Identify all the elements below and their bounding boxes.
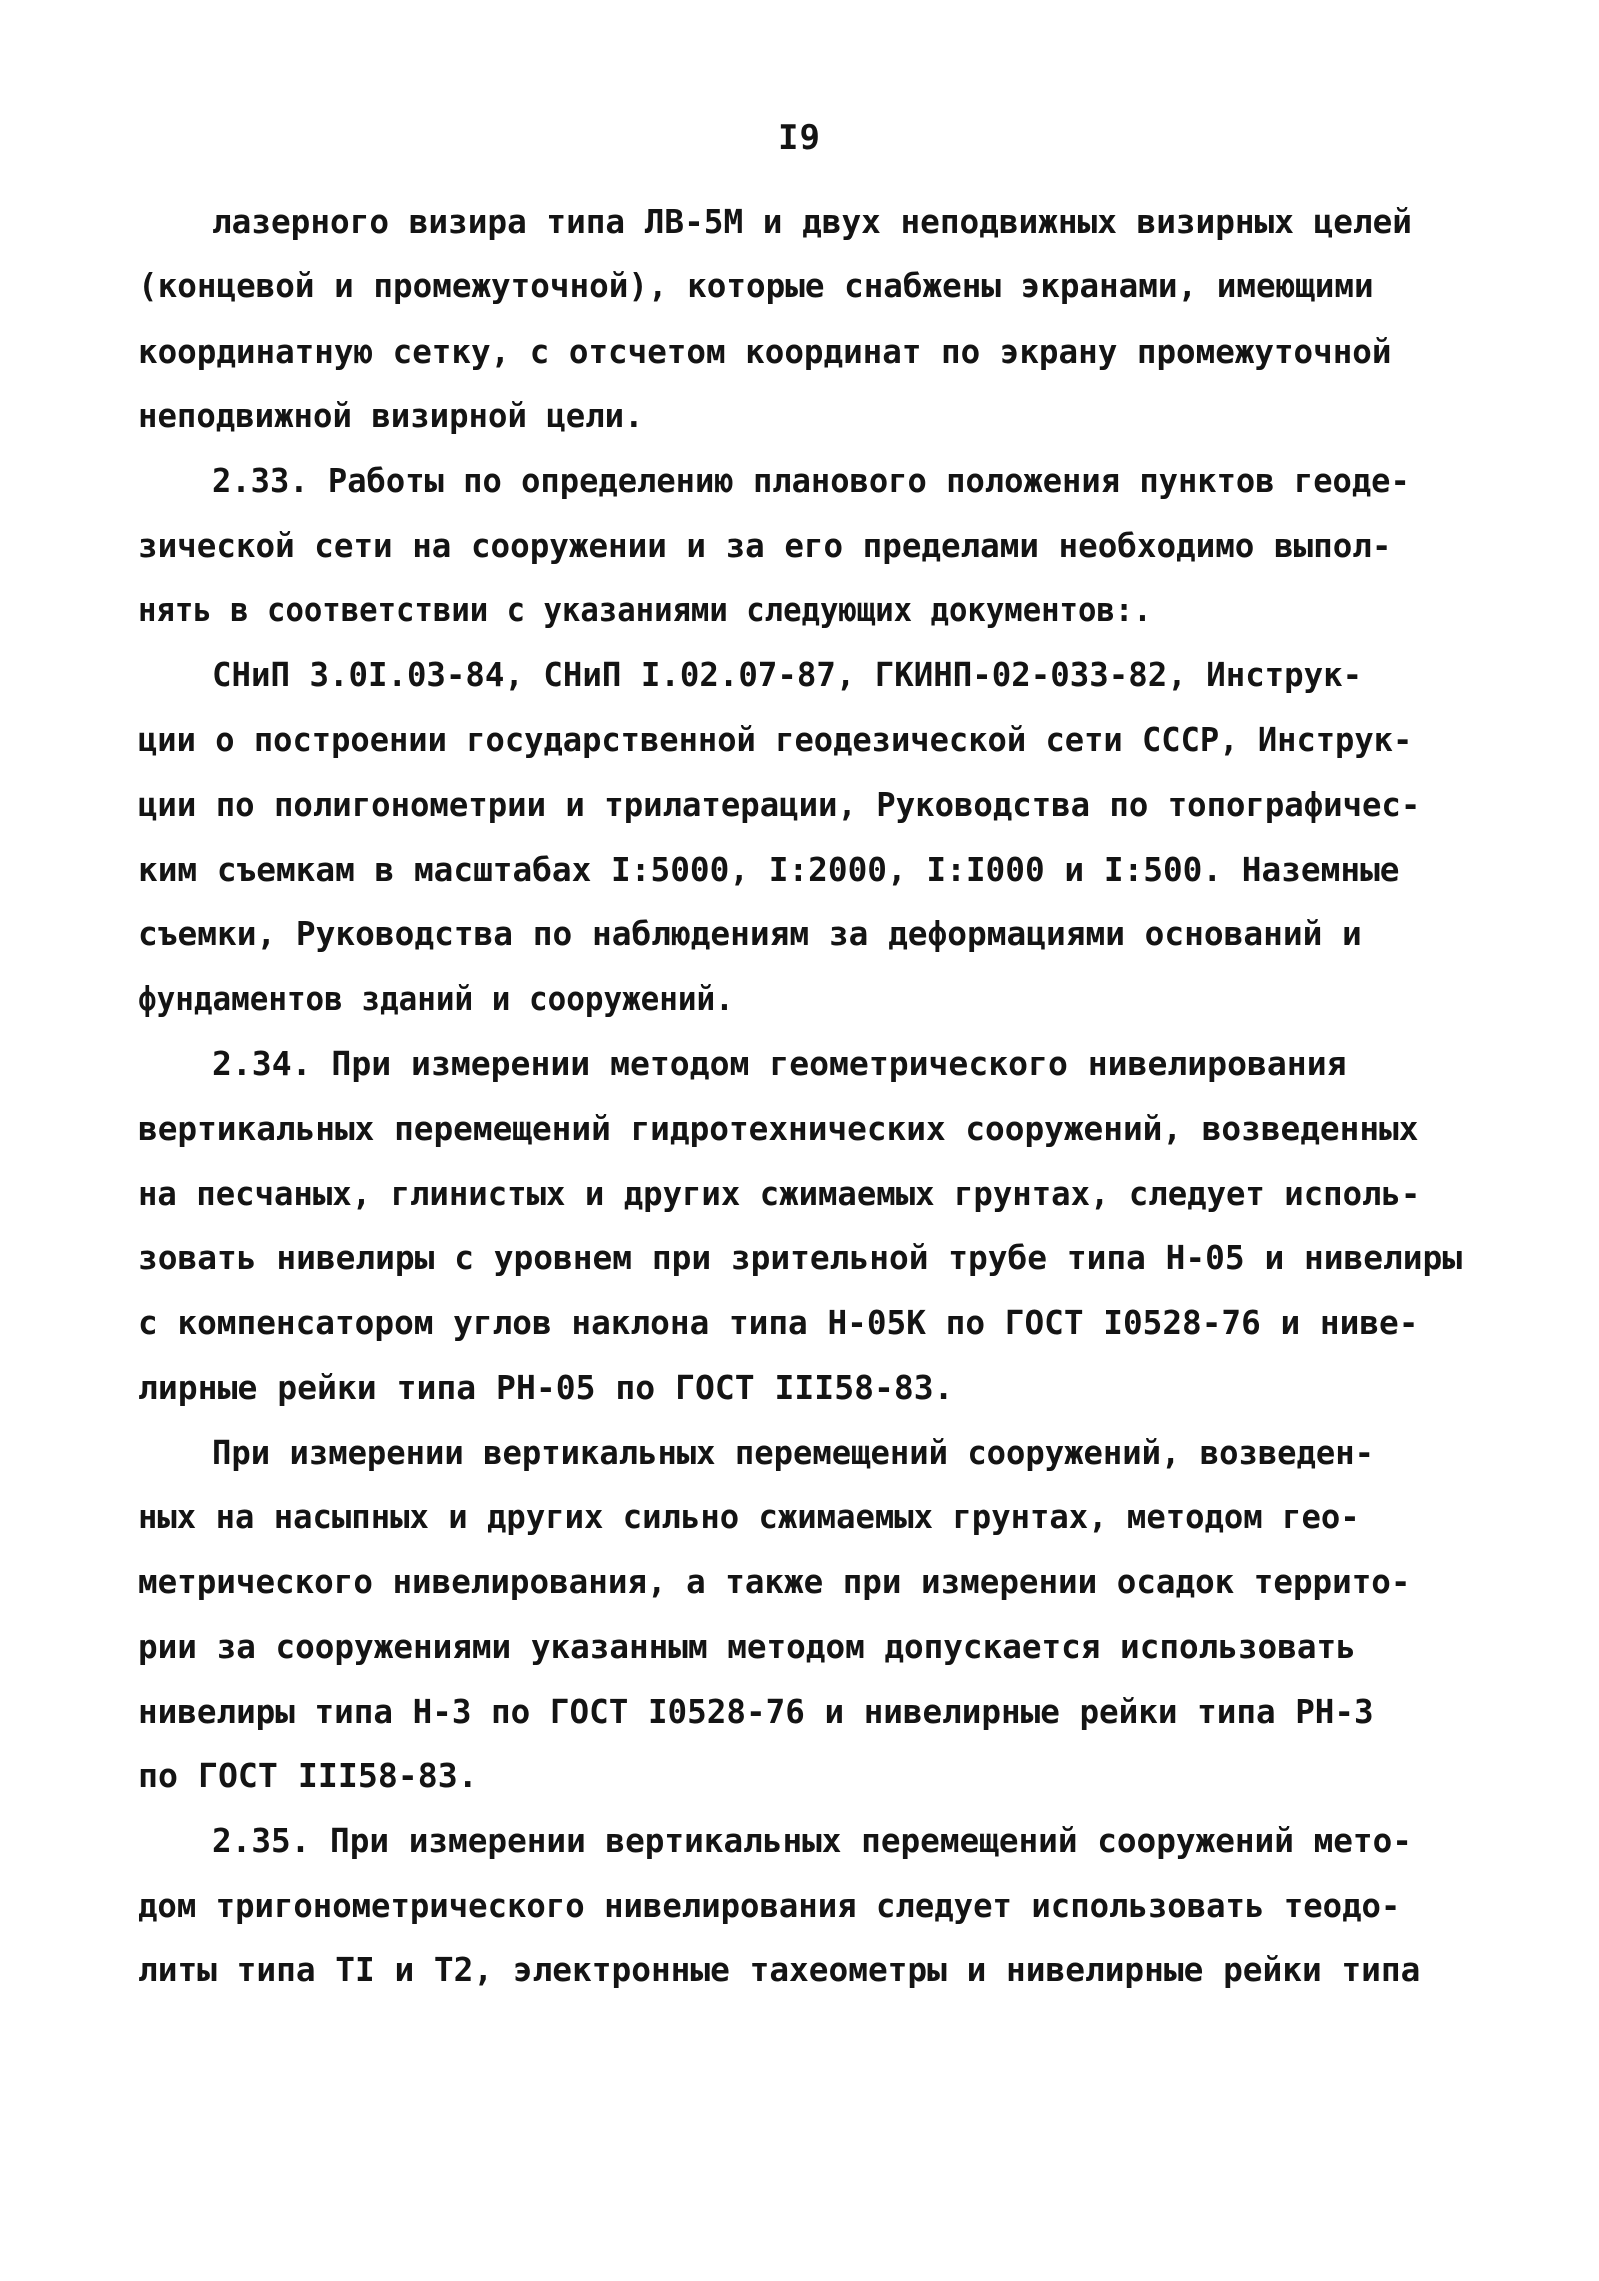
text-line: фундаментов зданий и сооружений.	[138, 979, 734, 1018]
text-line: координатную сетку, с отсчетом координат по экрану промежуточной	[138, 332, 1392, 371]
text-line: вертикальных перемещений гидротехнических сооружений, возведенных	[138, 1109, 1419, 1148]
page-number: I9	[778, 118, 821, 158]
text-line: ных на насыпных и других сильно сжимаемых грунтах, методом гео-	[138, 1497, 1360, 1536]
text-line: по ГОСТ III58-83.	[138, 1756, 478, 1795]
text-line: с компенсатором углов наклона типа Н-05К по ГОСТ I0528-76 и ниве-	[138, 1303, 1419, 1342]
text-line: 2.34. При измерении методом геометрического нивелирования	[212, 1044, 1347, 1083]
text-line: ции по полигонометрии и трилатерации, Руководства по топографичес-	[138, 785, 1421, 824]
text-line: рии за сооружениями указанным методом допускается использовать	[138, 1627, 1356, 1666]
text-line: ции о построении государственной геодезической сети СССР, Инструк-	[138, 720, 1413, 759]
text-line: 2.35. При измерении вертикальных перемещений сооружений мето-	[212, 1821, 1412, 1860]
text-line: дом тригонометрического нивелирования следует использовать теодо-	[138, 1886, 1401, 1925]
text-line: СНиП 3.0I.03-84, СНиП I.02.07-87, ГКИНП-02-033-82, Инструк-	[212, 655, 1363, 694]
text-line: лазерного визира типа ЛВ-5М и двух неподвижных визирных целей	[212, 202, 1412, 241]
text-line: съемки, Руководства по наблюдениям за деформациями оснований и	[138, 914, 1362, 953]
text-line: на песчаных, глинистых и других сжимаемых грунтах, следует исполь-	[138, 1174, 1421, 1213]
text-line: ким съемкам в масштабах I:5000, I:2000, I:I000 и I:500. Наземные	[138, 850, 1400, 889]
text-line: неподвижной визирной цели.	[138, 396, 644, 435]
text-line: зической сети на сооружении и за его пределами необходимо выпол-	[138, 526, 1392, 565]
text-line: При измерении вертикальных перемещений сооружений, возведен-	[212, 1433, 1375, 1472]
text-line: нивелиры типа Н-3 по ГОСТ I0528-76 и нивелирные рейки типа РН-3	[138, 1692, 1374, 1731]
text-line: 2.33. Работы по определению планового положения пунктов геоде-	[212, 461, 1410, 500]
text-line: (концевой и промежуточной), которые снабжены экранами, имеющими	[138, 266, 1374, 305]
text-line: зовать нивелиры с уровнем при зрительной трубе типа Н-05 и нивелиры	[138, 1238, 1463, 1277]
text-line: лирные рейки типа РН-05 по ГОСТ III58-83.	[138, 1368, 954, 1407]
text-line: литы типа ТI и Т2, электронные тахеометры и нивелирные рейки типа	[138, 1950, 1421, 1989]
text-line: нять в соответствии с указаниями следующих документов:.	[138, 590, 1152, 629]
text-line: метрического нивелирования, а также при измерении осадок террито-	[138, 1562, 1411, 1601]
